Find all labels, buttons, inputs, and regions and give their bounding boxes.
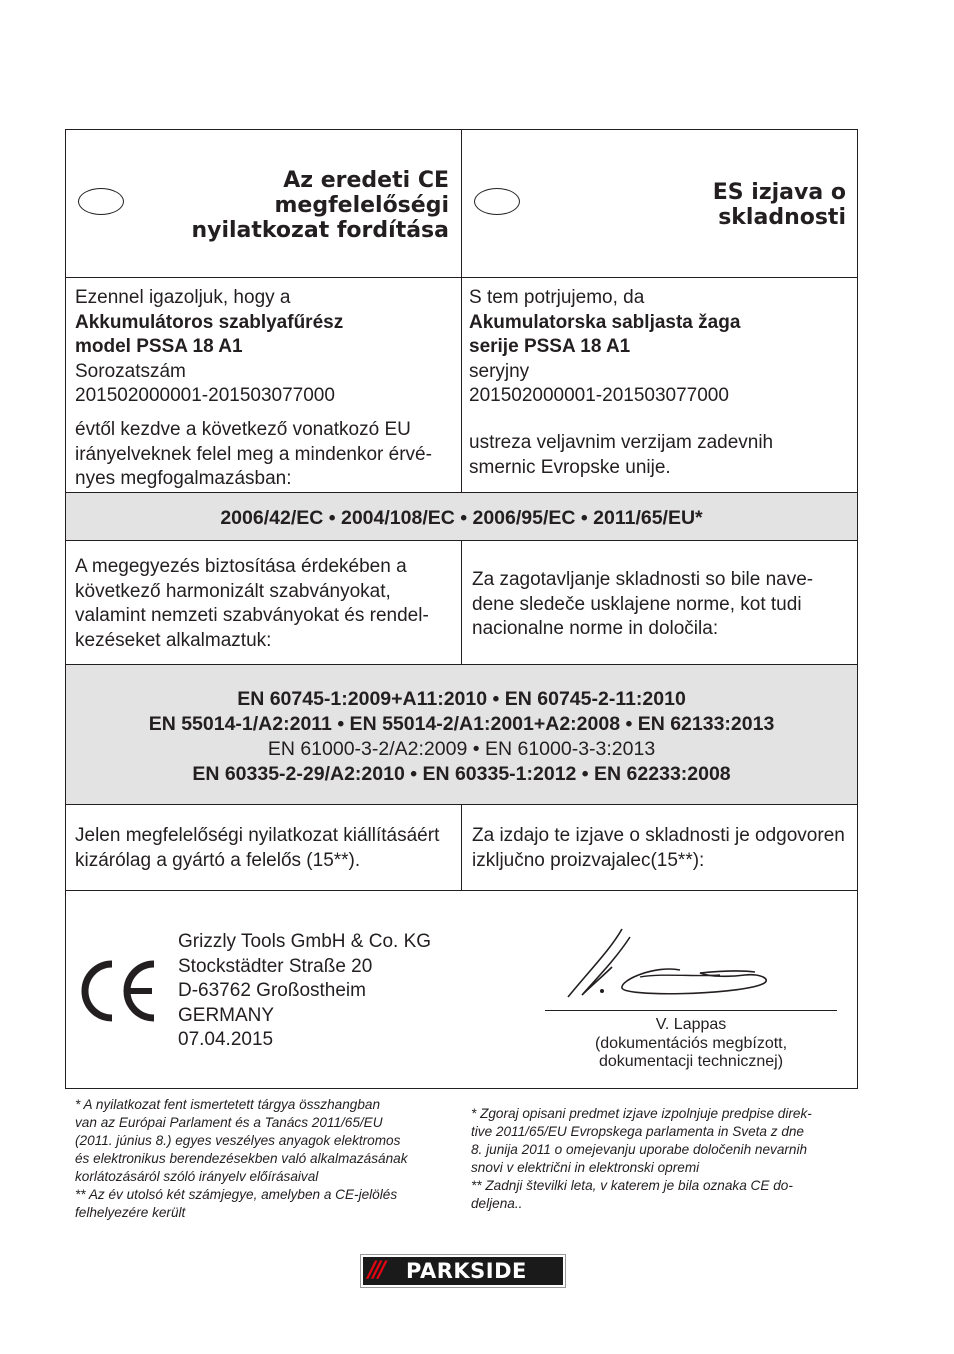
signatory-name: V. Lappas — [655, 1016, 727, 1033]
country: GERMANY — [178, 1004, 275, 1026]
signatory-role: dokumentacji technicznej) — [598, 1053, 784, 1070]
intro-left — [75, 286, 343, 409]
intro-text: irányelveknek felel meg a mindenkor érvé- — [75, 443, 432, 465]
harmonized-text: nacionalne norme in določila: — [472, 618, 719, 639]
responsibility-text: Za izdajo te izjave o skladnosti je odgovoren — [472, 825, 845, 846]
product-name: Akkumulátoros szablyafűrész — [75, 311, 344, 333]
harmonized-text: következő harmonizált szabványokat, — [75, 580, 391, 602]
footnote-line: 8. junija 2011 o omejevanju uporabe določenih nevarnih — [471, 1142, 808, 1157]
harmonized-text: kezéseket alkalmaztuk: — [75, 629, 272, 651]
signature-icon — [560, 925, 820, 1005]
model-prefix: serije — [469, 336, 519, 357]
standard-line: EN 60335-2-29/A2:2010 • EN 60335-1:2012 • EN 62233:2008 — [192, 763, 731, 785]
intro-right — [469, 286, 740, 409]
serial-label: Sorozatszám — [75, 360, 186, 382]
harmonized-text: dene sledeče usklajene norme, kot tudi — [472, 593, 802, 615]
intro-left-text — [75, 418, 432, 492]
footnote-line: tive 2011/65/EU Evropskega parlamenta in Sveta z dne — [471, 1124, 804, 1139]
serial-range: 201502000001-201503077000 — [75, 385, 335, 406]
model-number: PSSA 18 A1 — [523, 336, 631, 357]
language-oval-icon — [474, 188, 520, 215]
logo-slashes: /// — [368, 1258, 384, 1283]
serial-label: seryjny — [469, 360, 530, 382]
serial-range: 201502000001-201503077000 — [469, 385, 729, 406]
column-divider — [461, 129, 462, 493]
street: Stockstädter Straße 20 — [178, 955, 373, 977]
footnote-line: és elektronikus berendezésekben való alkalmazásának — [75, 1151, 408, 1166]
parkside-logo — [360, 1254, 566, 1288]
intro-text: ustreza veljavnim verzijam zadevnih — [469, 432, 774, 453]
footnote-line: korlátozásáról szóló irányelv előírásaival — [75, 1169, 319, 1184]
responsibility-left — [75, 824, 439, 873]
standard-line: EN 55014-1/A2:2011 • EN 55014-2/A1:2001+A2:2008 • EN 62133:2013 — [148, 713, 775, 735]
date: 07.04.2015 — [178, 1029, 274, 1051]
right-title-line: skladnosti — [718, 205, 846, 230]
intro-text: S tem potrjujemo, da — [469, 287, 645, 308]
manufacturer-address — [178, 930, 431, 1053]
left-title-line: megfelelőségi — [274, 193, 449, 218]
footnote-line: van az Európai Parlament és a Tanács 2011/65/EU — [75, 1115, 383, 1130]
footnotes-left — [75, 1096, 408, 1222]
standard-line: EN 60745-1:2009+A11:2010 • EN 60745-2-11:2010 — [237, 688, 686, 710]
company-name: Grizzly Tools GmbH & Co. KG — [178, 931, 432, 952]
harmonized-right — [472, 568, 813, 642]
city: D-63762 Großostheim — [178, 980, 366, 1002]
footnote-line: ** Zadnji številki leta, v katerem je bila oznaka CE do- — [471, 1178, 793, 1193]
harmonized-text: Za zagotavljanje skladnosti so bile nave- — [472, 569, 814, 590]
harmonized-text: valamint nemzeti szabványokat és rendel- — [75, 605, 429, 626]
responsibility-text: izključno proizvajalec(15**): — [472, 849, 705, 871]
harmonized-left — [75, 555, 429, 653]
language-oval-icon — [78, 188, 124, 215]
logo-brand-text: PARKSIDE — [406, 1259, 527, 1283]
footnote-line: * Zgoraj opisani predmet izjave izpolnjuje predpise direk- — [471, 1106, 812, 1121]
signatory — [545, 1016, 837, 1072]
responsibility-text: Jelen megfelelőségi nyilatkozat kiállításáért — [75, 825, 440, 846]
intro-right-text — [469, 431, 773, 480]
ce-mark-icon — [78, 960, 160, 1022]
footnote-line: deljena.. — [471, 1196, 523, 1211]
left-title — [130, 168, 449, 243]
left-title-line: nyilatkozat fordítása — [191, 218, 449, 243]
footnote-line: snovi v električni in elektronski opremi — [471, 1160, 700, 1175]
signature-line — [545, 1010, 837, 1011]
footnote-line: * A nyilatkozat fent ismertetett tárgya összhangban — [75, 1097, 381, 1112]
standard-line: EN 61000-3-2/A2:2009 • EN 61000-3-3:2013 — [267, 738, 656, 760]
left-title-line: Az eredeti CE — [283, 168, 449, 193]
intro-text: Ezennel igazoljuk, hogy a — [75, 287, 291, 308]
column-divider — [461, 804, 462, 891]
responsibility-text: kizárólag a gyártó a felelős (15**). — [75, 849, 361, 871]
footnote-line: (2011. június 8.) egyes veszélyes anyagok elektromos — [75, 1133, 401, 1148]
directives-list: 2006/42/EC • 2004/108/EC • 2006/95/EC • 2011/65/EU* — [220, 507, 703, 529]
responsibility-right — [472, 824, 845, 873]
product-name: Akumulatorska sabljasta žaga — [469, 311, 741, 333]
intro-text: smernic Evropske unije. — [469, 456, 671, 478]
footnotes-right — [471, 1105, 812, 1213]
standards-list — [66, 687, 857, 787]
harmonized-text: A megegyezés biztosítása érdekében a — [75, 556, 407, 577]
model-number: model PSSA 18 A1 — [75, 336, 243, 357]
intro-text: nyes megfogalmazásban: — [75, 468, 292, 489]
footnote-line: felhelyezére került — [75, 1205, 186, 1220]
footnote-line: ** Az év utolsó két számjegye, amelyben a CE-jelölés — [75, 1187, 398, 1202]
right-title — [530, 180, 846, 230]
signatory-role: (dokumentációs megbízott, — [594, 1034, 788, 1052]
right-title-line: ES izjava o — [712, 180, 846, 205]
column-divider — [461, 540, 462, 665]
intro-text: évtől kezdve a következő vonatkozó EU — [75, 419, 411, 440]
